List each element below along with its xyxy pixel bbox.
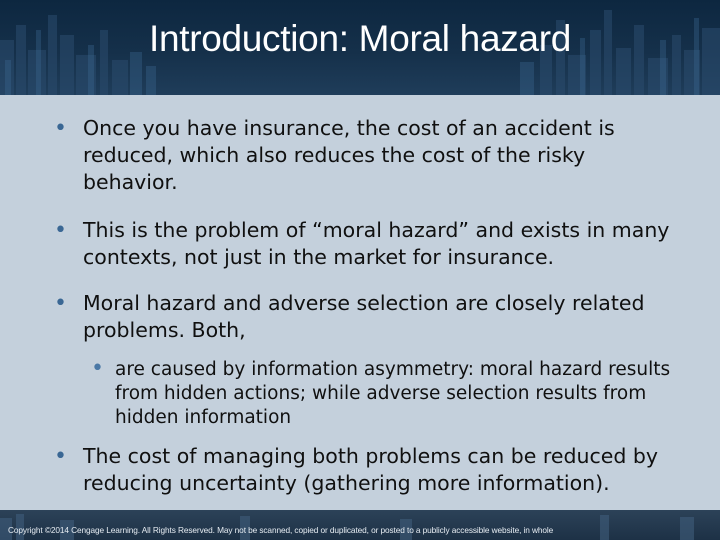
header-band — [0, 0, 720, 95]
round-bullet-icon: • — [54, 291, 67, 316]
round-bullet-icon: • — [54, 444, 67, 469]
round-bullet-icon: • — [54, 116, 67, 141]
bullet-text: Once you have insurance, the cost of an accident is reduced, which also reduces the cost of the risky behavior. — [83, 116, 615, 194]
content-panel — [0, 95, 720, 510]
slide-title: Introduction: Moral hazard — [148, 18, 572, 59]
footer-strip — [0, 510, 720, 540]
bullet-text: Moral hazard and adverse selection are closely related problems. Both, — [83, 291, 645, 342]
bullet-text: The cost of managing both problems can be reduced by reducing uncertainty (gathering more information). — [83, 444, 659, 495]
round-bullet-icon: • — [91, 356, 104, 381]
copyright-notice: Copyright ©2014 Cengage Learning. All Rights Reserved. May not be scanned, copied or duplicated, or posted to a publicly accessible website, in whole — [8, 525, 554, 535]
sub-bullet-text: are caused by information asymmetry: moral hazard results from hidden actions; while adverse selection results from hidden information — [115, 359, 671, 428]
round-bullet-icon: • — [54, 218, 67, 243]
bullet-text: This is the problem of “moral hazard” and exists in many contexts, not just in the market for insurance. — [83, 218, 670, 269]
